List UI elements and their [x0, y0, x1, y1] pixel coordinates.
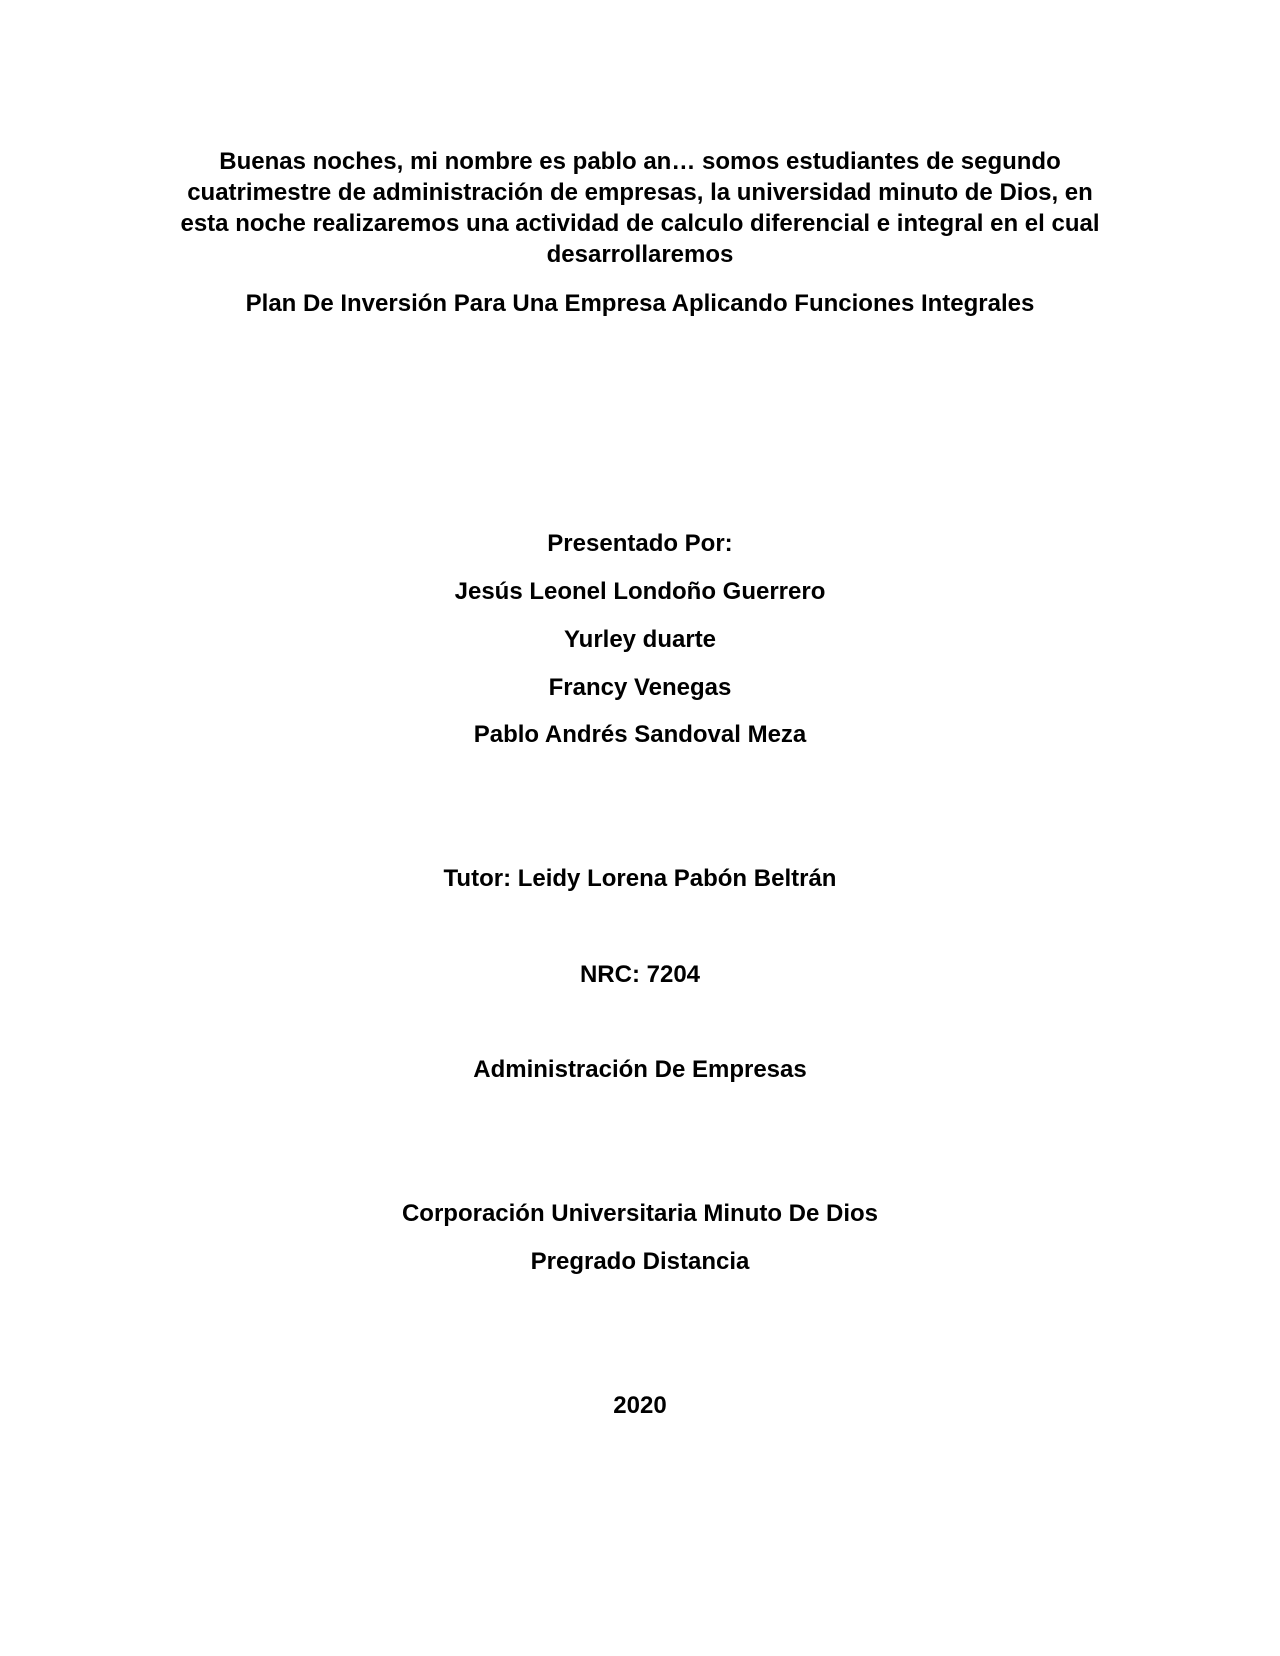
- author-1: Jesús Leonel Londoño Guerrero: [454, 578, 826, 605]
- intro-paragraph: Buenas noches, mi nombre es pablo an… somos estudiantes de segundo cuatrimestre de administración de empresas, la universidad minuto de Dios, en esta noche realizaremos una actividad de calculo diferencial e integral en el cual desarrollaremos: [180, 148, 1100, 268]
- author-4: Pablo Andrés Sandoval Meza: [473, 721, 807, 748]
- author-3: Francy Venegas: [548, 674, 732, 701]
- nrc-line: NRC: 7204: [579, 961, 701, 988]
- tutor-line: Tutor: Leidy Lorena Pabón Beltrán: [443, 865, 837, 892]
- author-2: Yurley duarte: [563, 626, 717, 653]
- year-line: 2020: [613, 1392, 667, 1419]
- document-title: Plan De Inversión Para Una Empresa Aplicando Funciones Integrales: [245, 290, 1035, 317]
- presented-by-label: Presentado Por:: [547, 530, 733, 557]
- program-line: Administración De Empresas: [473, 1056, 807, 1083]
- modality-line: Pregrado Distancia: [530, 1248, 750, 1275]
- institution-line: Corporación Universitaria Minuto De Dios: [401, 1200, 879, 1227]
